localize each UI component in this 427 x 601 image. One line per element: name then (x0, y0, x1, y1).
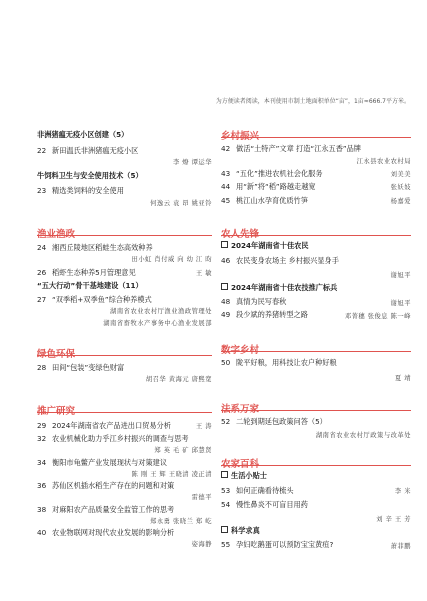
item-title: 田间“包装”变绿色财富 (52, 363, 125, 372)
item-author: 江永县农业农村局 (356, 158, 411, 165)
item-author: 雷德平 (191, 494, 212, 501)
page-number: 46 (221, 256, 231, 265)
item-author: 王 敏 (195, 270, 212, 277)
item-author: 夏 靖 (394, 375, 411, 382)
item-author: 陈 刚 王 辉 王晓清 凌正清 (131, 471, 212, 478)
sub-heading: 非洲猪瘟无疫小区创建（5） (37, 130, 129, 139)
toc-item[interactable] (221, 500, 411, 510)
toc-item[interactable] (37, 243, 212, 253)
item-author: 王 涛 (195, 423, 212, 430)
toc-item[interactable] (221, 417, 411, 427)
section-header (37, 399, 212, 417)
section-title: 渔业渔政 (37, 229, 76, 240)
sub-heading (221, 471, 267, 481)
item-title: 2024年湖南省农产品进出口贸易分析 (52, 421, 171, 430)
item-author: 张妖妓 (390, 184, 411, 191)
square-bullet-icon (221, 471, 228, 478)
item-author: 何逸云 袁 昂 姚亚铃 (150, 200, 212, 207)
sub-heading: 牛饲料卫生与安全使用技术（5） (37, 171, 143, 180)
page-number: 23 (37, 186, 47, 195)
item-title: 段少斌的养猪转型之路 (236, 310, 308, 319)
page-number: 40 (37, 528, 47, 537)
item-title: 慢性鼻炎不可盲目用药 (236, 500, 308, 509)
item-author: 萧菲鹏 (390, 543, 411, 550)
toc-item[interactable] (37, 505, 212, 515)
sub-heading (221, 241, 309, 251)
toc-item[interactable] (37, 363, 212, 373)
item-author: 姿海静 (191, 541, 212, 548)
page-number: 22 (37, 146, 47, 155)
sub-heading: “五大行动”骨干基地建设（11） (37, 281, 143, 290)
toc-item[interactable] (221, 540, 411, 550)
item-title: 衡阳市龟鳖产业发展现状与对策建议 (52, 458, 168, 467)
item-title: 对麻阳农产品质量安全监管工作的思考 (52, 505, 175, 514)
page-number: 27 (37, 295, 47, 304)
item-author: 郑永勇 张晓兰 郑 屹 (150, 518, 212, 525)
page-number: 44 (221, 182, 231, 191)
page-number: 50 (221, 358, 231, 367)
section-title: 法系万家 (221, 404, 260, 415)
item-title: 孕妇吃鹅蛋可以预防宝宝黄疸? (236, 540, 334, 549)
toc-item[interactable] (221, 182, 411, 192)
toc-item[interactable] (221, 358, 411, 368)
sub-heading (221, 526, 260, 536)
page-number: 48 (221, 297, 231, 306)
item-author: 杨嘉爱 (390, 198, 411, 205)
section-title: 数字乡村 (221, 345, 260, 356)
item-title: 真情为民写春秋 (236, 297, 287, 306)
section-title: 农家百科 (221, 459, 260, 470)
toc-item[interactable] (37, 146, 212, 156)
sub-heading (221, 283, 337, 293)
toc-item[interactable] (221, 297, 411, 307)
item-author: 李 燎 谭运华 (173, 159, 212, 166)
item-title: 农业物联网对现代农业发展的影响分析 (52, 528, 175, 537)
item-title: 新田温氏非洲猪瘟无疫小区 (52, 146, 139, 155)
item-title: 桃江山水孕育优质竹笋 (236, 196, 308, 205)
item-title: 如何正确看待梳头 (236, 486, 294, 495)
item-author: 湖南省畜牧水产事务中心渔业发展部 (103, 320, 212, 327)
item-author: 湖南省农业农村厅政策与改革处 (315, 432, 411, 439)
section-title: 农人先锋 (221, 229, 260, 240)
item-author: 郑 英 毛 矿 邱慧贤 (154, 447, 212, 454)
page-number: 32 (37, 434, 47, 443)
toc-item[interactable] (221, 144, 411, 154)
toc-item[interactable] (221, 486, 411, 496)
map-note: 为方便读者阅读，本刊使用市制土地面积单位“亩”，1亩≈666.7平方米。 (215, 98, 410, 105)
page-number: 38 (37, 505, 47, 514)
item-author: 刘 辛 王 芳 (376, 516, 411, 523)
section-header (221, 222, 411, 240)
toc-item[interactable] (37, 186, 212, 196)
item-author: 谢旭平 (390, 300, 411, 307)
section-header (221, 124, 411, 142)
item-author: 胡召华 黄海元 唐熙宽 (145, 376, 212, 383)
sub-heading-text: 生活小贴士 (231, 471, 267, 480)
item-author: 田小虹 肖付威 向 幼 江 昀 (131, 256, 212, 263)
square-bullet-icon (221, 283, 228, 290)
toc-item[interactable] (37, 481, 212, 491)
page-number: 55 (221, 540, 231, 549)
page-number: 42 (221, 144, 231, 153)
toc-item[interactable] (221, 256, 411, 266)
item-author: 李 米 (394, 488, 411, 495)
item-author: 刘美美 (390, 171, 411, 178)
item-author: 邓菁穗 张俊息 陈一峰 (344, 313, 411, 320)
page-number: 34 (37, 458, 47, 467)
toc-item[interactable] (221, 169, 411, 179)
item-title: 做活“土特产”文章 打造“江永五香”品牌 (236, 144, 361, 153)
sub-heading-text: 2024年湖南省十佳农技推广标兵 (231, 283, 338, 292)
section-header (37, 222, 212, 240)
page-number: 36 (37, 481, 47, 490)
page-number: 53 (221, 486, 231, 495)
square-bullet-icon (221, 241, 228, 248)
page-number: 24 (37, 243, 47, 252)
item-title: 农民变身农场主 乡村振兴显身手 (236, 256, 339, 265)
item-author: 湖南省农业农村厅渔业渔政管理处 (110, 308, 212, 315)
page-number: 28 (37, 363, 47, 372)
toc-item[interactable] (37, 458, 212, 468)
section-header (221, 397, 411, 415)
item-title: 稻虾生态种养5月管理意见 (52, 268, 136, 277)
page-number: 29 (37, 421, 47, 430)
section-header (221, 338, 411, 356)
toc-item[interactable] (37, 268, 212, 278)
item-title: 用“新”将“稻”路越走越宽 (236, 182, 316, 191)
item-title: 精选类饲料的安全使用 (52, 186, 124, 195)
item-title: 湘西丘陵地区稻蛙生态高效种养 (52, 243, 153, 252)
item-title: 二轮到期延包政策问答（5） (236, 417, 327, 426)
page-number: 45 (221, 196, 231, 205)
page-number: 26 (37, 268, 47, 277)
toc-item[interactable] (37, 295, 212, 305)
sub-heading-text: 科学求真 (231, 526, 260, 535)
section-header (221, 452, 411, 470)
toc-item[interactable] (37, 434, 212, 444)
item-title: “双季稻+双季鱼”综合种养模式 (52, 295, 152, 304)
item-title: 苏仙区机插水稻生产存在的问题和对策 (52, 481, 175, 490)
item-author: 谢旭平 (390, 272, 411, 279)
page-number: 54 (221, 500, 231, 509)
item-title: 陇平好粮，用科技让农户种好粮 (236, 358, 337, 367)
page-number: 49 (221, 310, 231, 319)
item-title: 农业机械化助力乎江乡村振兴的调查与思考 (52, 434, 189, 443)
section-title: 推广研究 (37, 406, 76, 417)
section-title: 乡村振兴 (221, 131, 260, 142)
toc-item[interactable] (37, 421, 212, 431)
page-number: 43 (221, 169, 231, 178)
square-bullet-icon (221, 526, 228, 533)
page-number: 52 (221, 417, 231, 426)
toc-item[interactable] (37, 528, 212, 538)
section-title: 绿色环保 (37, 349, 76, 360)
item-title: “五化”推进农机社会化服务 (236, 169, 323, 178)
sub-heading-text: 2024年湖南省十佳农民 (231, 241, 309, 250)
section-header (37, 342, 212, 360)
toc-item[interactable] (221, 196, 411, 206)
